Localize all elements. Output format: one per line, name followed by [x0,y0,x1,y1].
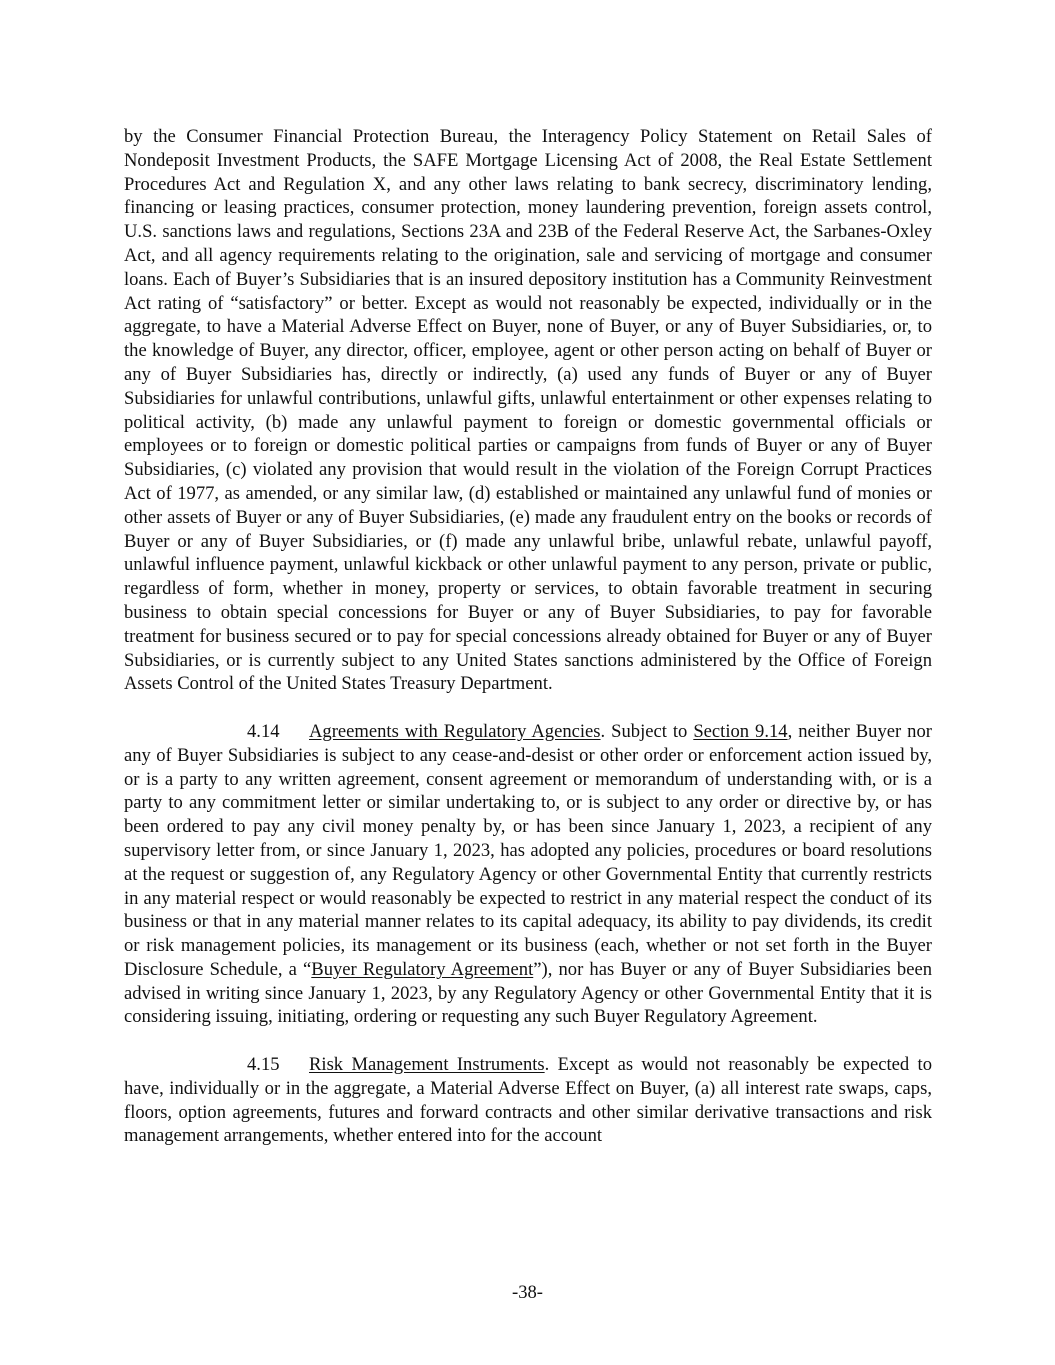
section-4-15 [124,1053,932,1148]
page-number: -38- [512,1282,543,1303]
section-text: , neither Buyer nor any of Buyer Subsidiaries is subject to any cease-and-desist or other order or enforcement action issued by, or is a party to any written agreement, consent agreement or memorandum of understanding with, or is a party to any commitment letter or similar undertaking to, or is subject to any order or directive by, or has been ordered to pay any civil money penalty by, or has been since January 1, 2023, a recipient of any supervisory letter from, or since January 1, 2023, has adopted any policies, procedures or board resolutions at the request or suggestion of, any Regulatory Agency or other Governmental Entity that currently restricts in any material respect or would reasonably be expected to restrict in any material respect the conduct of its business or that in any material manner relates to its capital adequacy, its ability to pay dividends, its credit or risk management policies, its management or its business (each, whether or not set forth in the Buyer Disclosure Schedule, a “ [124,720,932,980]
section-number: 4.15 [247,1054,280,1076]
defined-term: Buyer Regulatory Agreement [311,958,534,980]
section-heading: Agreements with Regulatory Agencies [309,720,601,742]
section-text: Subject to [611,720,694,742]
section-text: ”), nor has Buyer or any of Buyer Subsidiaries been advised in writing since January 1, 2023, by any Regulatory Agency or other Governmental Entity that it is considering issuing, initiating, ordering or requesting any such Buyer Regulatory Agreement. [124,958,933,1028]
section-number: 4.14 [247,720,280,742]
heading-punctuation: . [544,1054,558,1076]
paragraph-continuation: by the Consumer Financial Protection Bureau, the Interagency Policy Statement on Retail Sales of Nondeposit Investment Products, the SAFE Mortgage Licensing Act of 2008, the Real Estate Settlement Procedures Act and Regulation X, and any other laws relating to bank secrecy, discriminatory lending, financing or leasing practices, consumer protection, money laundering prevention, foreign assets control, U.S. sanctions laws and regulations, Sections 23A and 23B of the Federal Reserve Act, the Sarbanes-Oxley Act, and all agency requirements relating to the origination, sale and servicing of mortgage and consumer loans. Each of Buyer’s Subsidiaries that is an insured depository institution has a Community Reinvestment Act rating of “satisfactory” or better. Except as would not reasonably be expected, individually or in the aggregate, to have a Material Adverse Effect on Buyer, none of Buyer, or any of Buyer Subsidiaries, or, to the knowledge of Buyer, any director, officer, employee, agent or other person acting on behalf of Buyer or any of Buyer Subsidiaries has, directly or indirectly, (a) used any funds of Buyer or any of Buyer Subsidiaries for unlawful contributions, unlawful gifts, unlawful entertainment or other expenses relating to political activity, (b) made any unlawful payment to foreign or domestic governmental officials or employees or to foreign or domestic political parties or campaigns from funds of Buyer or any of Buyer Subsidiaries, (c) violated any provision that would result in the violation of the Foreign Corrupt Practices Act of 1977, as amended, or any similar law, (d) established or maintained any unlawful fund of monies or other assets of Buyer or any of Buyer Subsidiaries, (e) made any fraudulent entry on the books or records of Buyer or any of Buyer Subsidiaries, or (f) made any unlawful bribe, unlawful rebate, unlawful payoff, unlawful influence payment, unlawful kickback or other unlawful payment to any person, private or public, regardless of form, whether in money, property or services, to obtain favorable treatment in securing business to obtain special concessions for Buyer or any of Buyer Subsidiaries, to pay for favorable treatment for business secured or to pay for special concessions already obtained for Buyer or any of Buyer Subsidiaries, or is currently subject to any United States sanctions administered by the Office of Foreign Assets Control of the United States Treasury Department. [124,126,932,695]
section-text: Except as would not reasonably be expected to have, individually or in the aggregate, a Material Adverse Effect on Buyer, (a) all interest rate swaps, caps, floors, option agreements, futures and forward contracts and other similar derivative transactions and risk management arrangements, whether entered into for the account [124,1054,933,1147]
section-heading: Risk Management Instruments [309,1054,545,1076]
heading-punctuation: . [600,720,612,742]
section-4-14 [124,720,932,1029]
section-reference: Section 9.14 [693,720,788,742]
document-page [124,125,932,1148]
